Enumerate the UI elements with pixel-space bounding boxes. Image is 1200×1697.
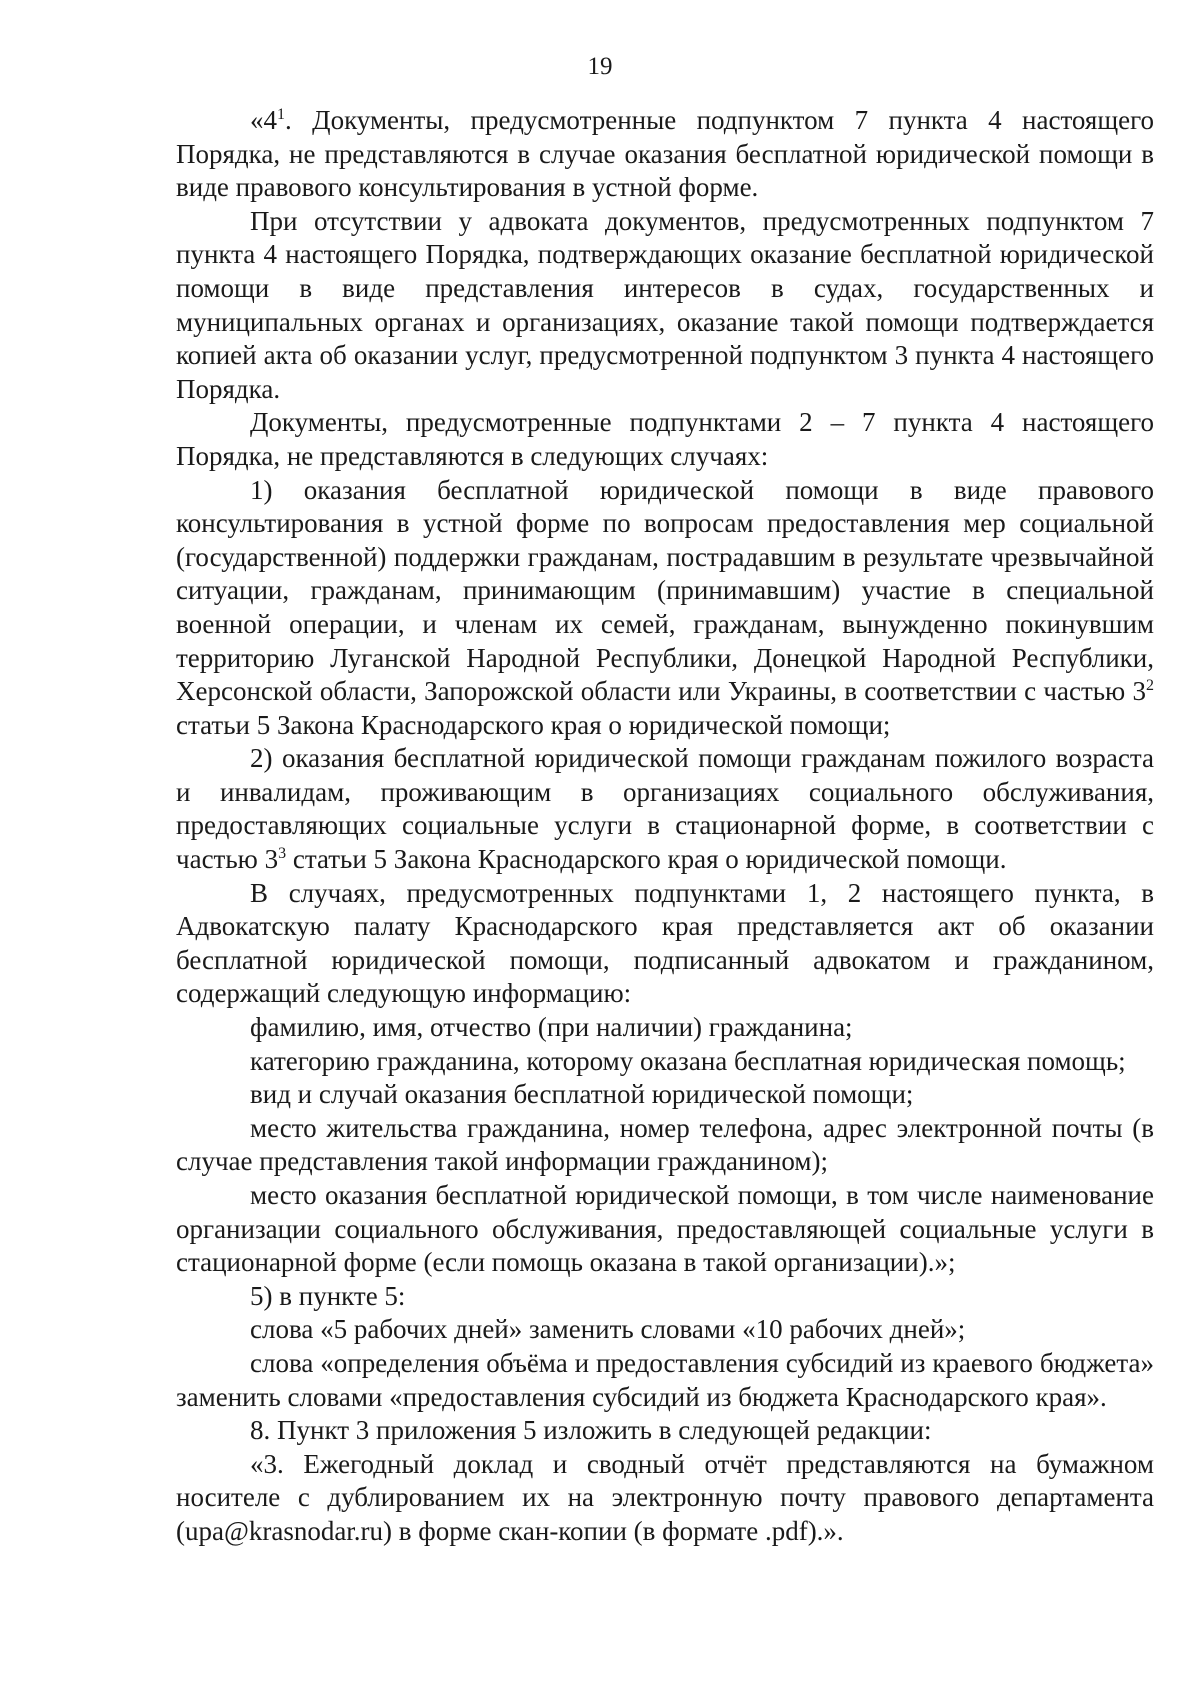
paragraph (176, 1179, 1154, 1280)
paragraph (176, 205, 1154, 407)
paragraph-text: 5) в пункте 5: (250, 1280, 406, 1311)
paragraph-text: «4 (250, 105, 277, 135)
paragraph (176, 742, 1154, 876)
paragraph (176, 1045, 1154, 1079)
paragraph-text: «3. Ежегодный доклад и сводный отчёт представляются на бумажном носителе с дублированием их на электронную почту правового департамента (upa@krasnodar.ru) в форме скан-копии (в формате .pdf).». (176, 1448, 1154, 1546)
page-number: 19 (587, 53, 613, 80)
paragraph (176, 1011, 1154, 1045)
paragraph-text: место оказания бесплатной юридической помощи, в том числе наименование организации социального обслуживания, предоставляющей социальные услуги в стационарной форме (если помощь оказана в такой организации).»; (176, 1180, 1154, 1278)
superscript: 2 (1146, 677, 1154, 695)
paragraph-text: статьи 5 Закона Краснодарского края о юридической помощи; (176, 709, 891, 740)
paragraph (176, 1448, 1154, 1549)
paragraph (176, 1414, 1154, 1448)
paragraph (176, 406, 1154, 473)
paragraph-text: категорию гражданина, которому оказана бесплатная юридическая помощь; (250, 1045, 1126, 1076)
paragraph-text: вид и случай оказания бесплатной юридической помощи; (250, 1079, 914, 1110)
paragraph (176, 1313, 1154, 1347)
paragraph-text: 2) оказания бесплатной юридической помощи гражданам пожилого возраста и инвалидам, проживающим в организациях социального обслуживания, предоставляющих социальные услуги в стационарной форме, в соответствии с частью 3 (176, 743, 1154, 875)
superscript: 3 (278, 845, 287, 863)
paragraph-text: слова «определения объёма и предоставления субсидий из краевого бюджета» заменить словами «предоставления субсидий из бюджета Краснодарского края». (176, 1347, 1154, 1412)
paragraph (176, 877, 1154, 1011)
paragraph (176, 474, 1154, 743)
paragraph-text: Документы, предусмотренные подпунктами 2 – 7 пункта 4 настоящего Порядка, не представляются в следующих случаях: (176, 407, 1154, 471)
paragraph-text: фамилию, имя, отчество (при наличии) гражданина; (250, 1012, 853, 1043)
paragraph-text: . Документы, предусмотренные подпунктом 7 пункта 4 настоящего Порядка, не представляются в случае оказания бесплатной юридической помощи в виде правового консультирования в устной форме. (176, 105, 1154, 203)
paragraph-text: слова «5 рабочих дней» заменить словами «10 рабочих дней»; (250, 1314, 966, 1345)
paragraph-text: место жительства гражданина, номер телефона, адрес электронной почты (в случае представления такой информации гражданином); (176, 1112, 1154, 1177)
paragraph-text: 1) оказания бесплатной юридической помощи в виде правового консультирования в устной форме по вопросам предоставления мер социальной (государственной) поддержки гражданам, пострадавшим в результате чрезвычайной ситуации, гражданам, принимающим (принимавшим) участие в специальной военной операции, и членам их семей, гражданам, вынужденно покинувшим территорию Луганской Народной Республики, Донецкой Народной Республики, Херсонской области, Запорожской области или Украины, в соответствии с частью 3 (176, 474, 1154, 707)
paragraph-text: статьи 5 Закона Краснодарского края о юридической помощи. (286, 844, 1007, 875)
paragraph-text: 8. Пункт 3 приложения 5 изложить в следующей редакции: (250, 1415, 932, 1446)
paragraph (176, 1347, 1154, 1414)
paragraph (176, 104, 1154, 205)
paragraph (176, 1280, 1154, 1314)
paragraph-text: В случаях, предусмотренных подпунктами 1, 2 настоящего пункта, в Адвокатскую палату Краснодарского края представляется акт об оказании бесплатной юридической помощи, подписанный адвокатом и гражданином, содержащий следующую информацию: (176, 877, 1154, 1009)
paragraph-text: При отсутствии у адвоката документов, предусмотренных подпунктом 7 пункта 4 настоящего Порядка, подтверждающих оказание бесплатной юридической помощи в виде представления интересов в судах, государственных и муниципальных органах и организациях, оказание такой помощи подтверждается копией акта об оказании услуг, предусмотренной подпунктом 3 пункта 4 настоящего Порядка. (176, 205, 1154, 404)
superscript: 1 (277, 106, 285, 123)
paragraph (176, 1112, 1154, 1179)
document-body (176, 104, 1154, 1549)
paragraph (176, 1078, 1154, 1112)
